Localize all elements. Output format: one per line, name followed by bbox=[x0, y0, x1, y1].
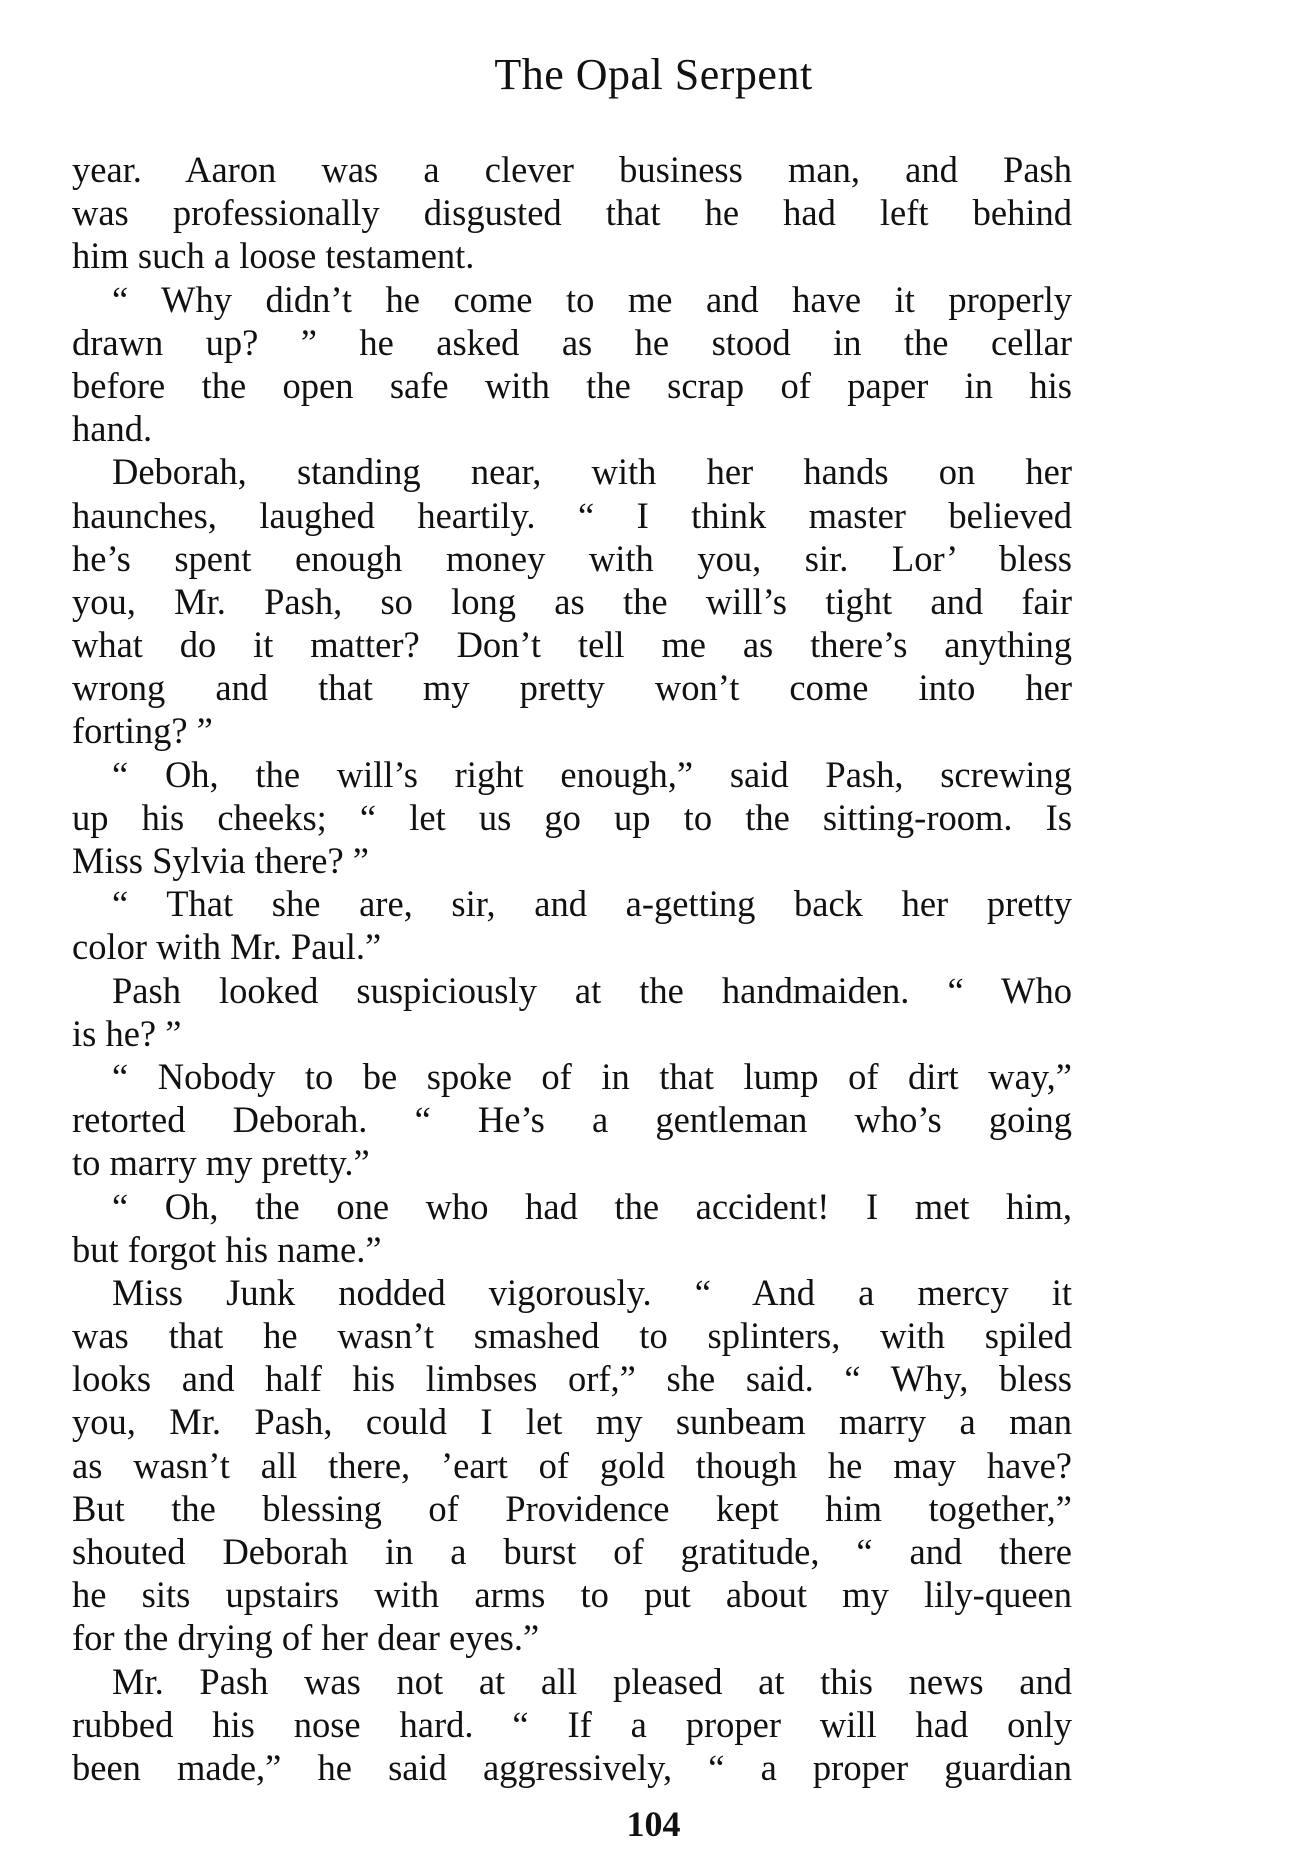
text-line: “ Oh, the will’s right enough,” said Pash, screwing bbox=[112, 753, 1072, 795]
text-line: “ Why didn’t he come to me and have it properly bbox=[112, 278, 1072, 320]
text-line: as wasn’t all there, ’eart of gold though he may have? bbox=[72, 1444, 1072, 1486]
text-line: but forgot his name.” bbox=[72, 1228, 382, 1270]
text-line: year. Aaron was a clever business man, and Pash bbox=[72, 149, 1072, 190]
text-line: he’s spent enough money with you, sir. Lor’ bless bbox=[72, 537, 1072, 579]
text-line: was that he wasn’t smashed to splinters, with spiled bbox=[72, 1315, 1072, 1357]
text-line: Pash looked suspiciously at the handmaiden. “ Who bbox=[112, 969, 1072, 1011]
text-line: to marry my pretty.” bbox=[72, 1142, 370, 1184]
text-line: haunches, laughed heartily. “ I think master believed bbox=[72, 494, 1072, 536]
text-line: is he? ” bbox=[72, 1012, 182, 1054]
text-line: him such a loose testament. bbox=[72, 235, 475, 277]
text-line: he sits upstairs with arms to put about my lily-queen bbox=[72, 1574, 1072, 1616]
text-line: looks and half his limbses orf,” she said. “ Why, bless bbox=[72, 1358, 1072, 1400]
text-line: before the open safe with the scrap of paper in his bbox=[72, 364, 1072, 406]
text-line: for the drying of her dear eyes.” bbox=[72, 1617, 540, 1659]
text-line: “ That she are, sir, and a-getting back her pretty bbox=[112, 883, 1072, 925]
text-line: you, Mr. Pash, could I let my sunbeam marry a man bbox=[72, 1401, 1072, 1443]
page-number: 104 bbox=[626, 1804, 681, 1844]
body-text bbox=[72, 148, 1072, 1789]
text-line: rubbed his nose hard. “ If a proper will had only bbox=[72, 1703, 1072, 1745]
text-line: wrong and that my pretty won’t come into her bbox=[72, 667, 1072, 709]
text-line: what do it matter? Don’t tell me as there’s anything bbox=[72, 624, 1072, 666]
text-line: retorted Deborah. “ He’s a gentleman who’s going bbox=[72, 1099, 1072, 1141]
text-line: Mr. Pash was not at all pleased at this news and bbox=[112, 1660, 1072, 1702]
text-line: shouted Deborah in a burst of gratitude, “ and there bbox=[72, 1531, 1072, 1572]
text-line: “ Oh, the one who had the accident! I met him, bbox=[112, 1185, 1072, 1227]
text-line: color with Mr. Paul.” bbox=[72, 926, 382, 968]
text-line: was professionally disgusted that he had left behind bbox=[72, 192, 1072, 234]
text-line: drawn up? ” he asked as he stood in the cellar bbox=[72, 321, 1072, 363]
text-line: up his cheeks; “ let us go up to the sitting-room. Is bbox=[72, 796, 1072, 838]
text-line: forting? ” bbox=[72, 710, 213, 752]
text-line: you, Mr. Pash, so long as the will’s tight and fair bbox=[72, 580, 1072, 622]
text-line: “ Nobody to be spoke of in that lump of dirt way,” bbox=[112, 1055, 1072, 1097]
running-head: The Opal Serpent bbox=[494, 50, 813, 99]
text-line: But the blessing of Providence kept him together,” bbox=[72, 1487, 1072, 1529]
text-line: hand. bbox=[72, 408, 153, 450]
text-line: Miss Sylvia there? ” bbox=[72, 840, 370, 881]
text-line: been made,” he said aggressively, “ a proper guardian bbox=[72, 1746, 1072, 1788]
text-line: Miss Junk nodded vigorously. “ And a mercy it bbox=[112, 1271, 1072, 1313]
text-line: Deborah, standing near, with her hands on her bbox=[112, 451, 1072, 493]
